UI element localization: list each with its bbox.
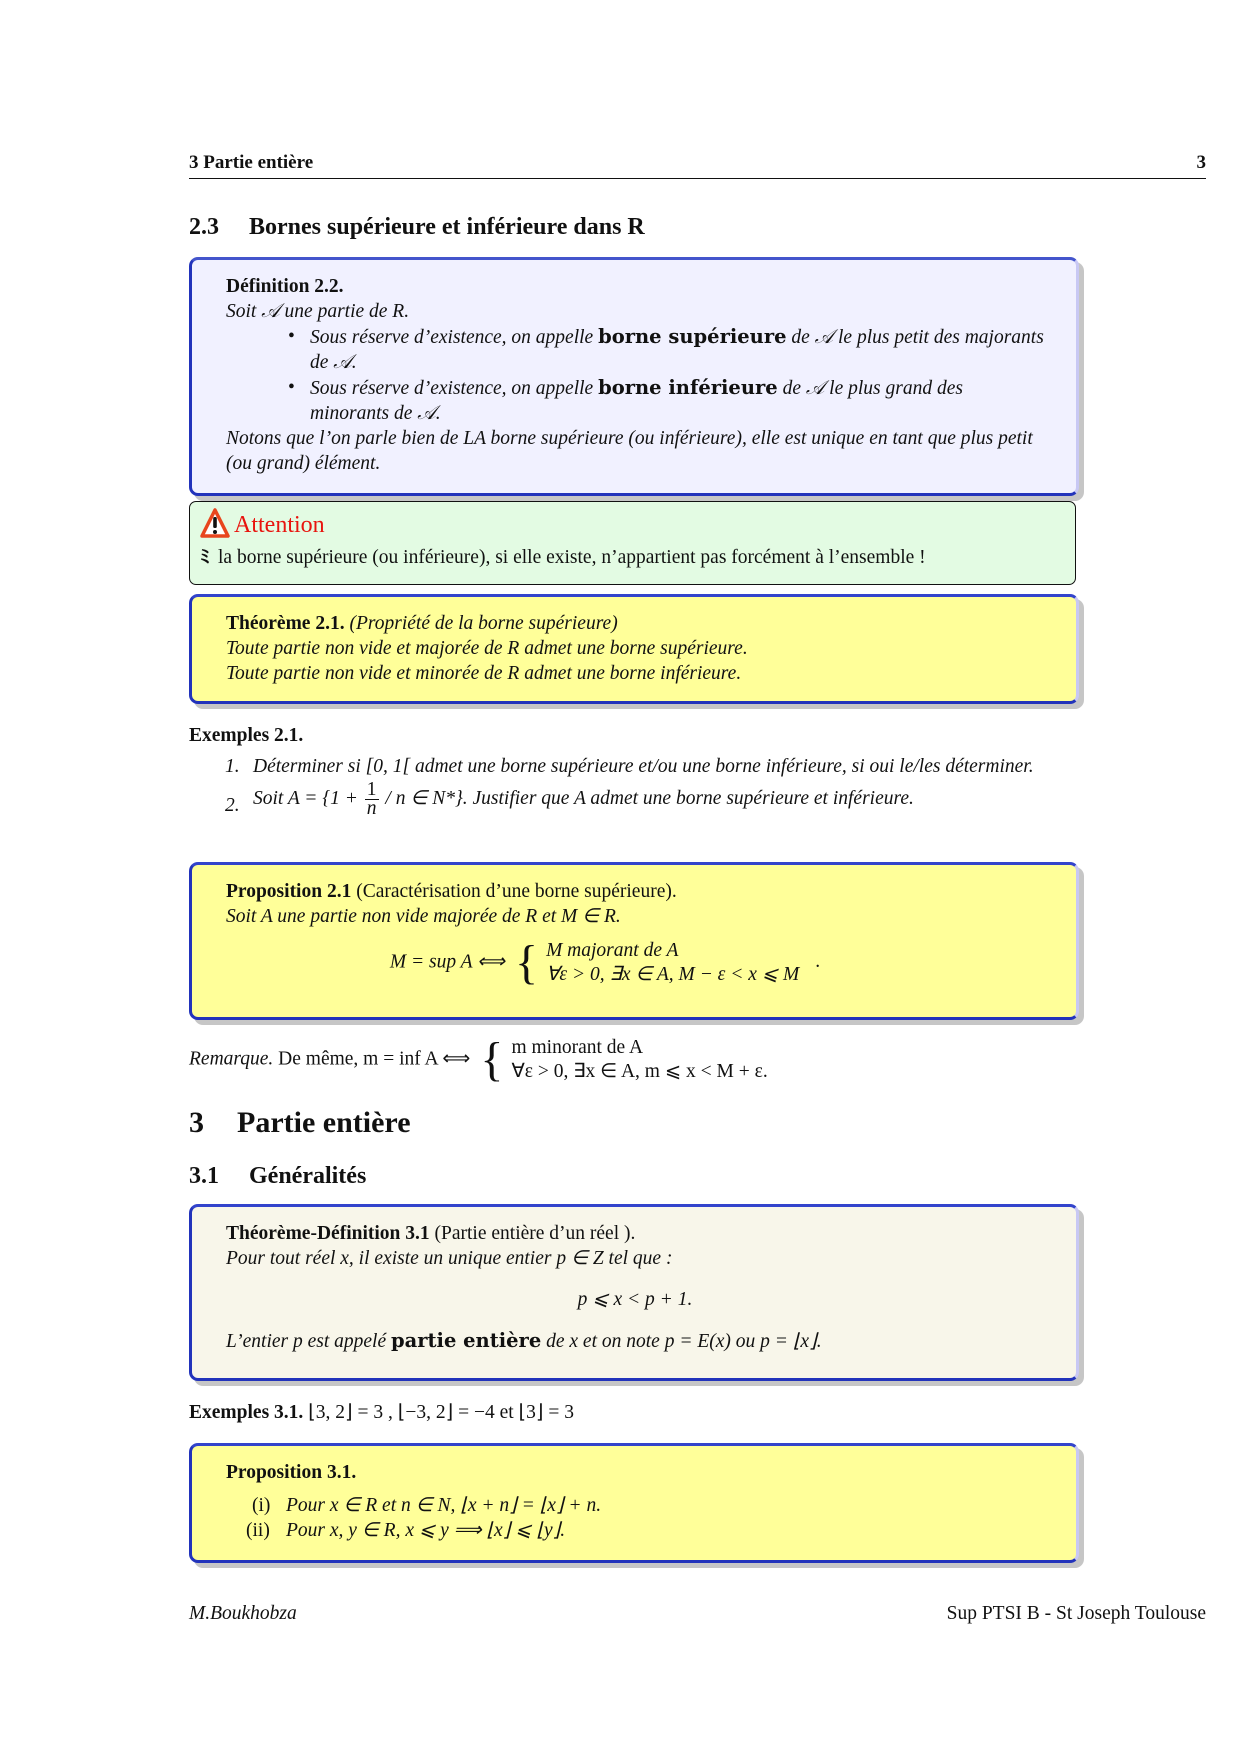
footer-author: M.Boukhobza xyxy=(189,1603,297,1624)
theorem-definition-box xyxy=(189,1204,1079,1381)
running-header-title: 3 Partie entière xyxy=(189,152,314,173)
examples-title: Exemples 2.1. xyxy=(189,725,304,746)
example-item: 1. Déterminer si [0, 1[ admet une borne supérieure et/ou une borne inférieure, si oui le/les déterminer. xyxy=(225,756,1034,777)
section-heading-3: 3 Partie entière xyxy=(189,1106,411,1139)
theorem-line: Toute partie non vide et majorée de R admet une borne supérieure. xyxy=(226,638,748,659)
proposition-box xyxy=(189,862,1079,1020)
definition-note: Notons que l’on parle bien de LA borne supérieure (ou inférieure), elle est unique en tant que plus petit (ou grand) élément. xyxy=(226,428,1033,474)
theorem-definition-note: L’entier p est appelé partie entière de x et on note p = E(x) ou p = ⌊x⌋. xyxy=(226,1329,822,1352)
running-header xyxy=(189,152,1206,179)
proposition-3-1-box xyxy=(189,1443,1079,1563)
lightning-icon: ﾐ xyxy=(200,547,210,568)
remark-lhs: De même, m = inf A ⟺ xyxy=(278,1048,471,1070)
attention-header xyxy=(200,508,1065,546)
proposition-3-1-title: Proposition 3.1. xyxy=(226,1462,357,1483)
attention-text: la borne supérieure (ou inférieure), si elle existe, n’appartient pas forcément à l’ensemble ! xyxy=(218,547,926,568)
definition-item: • Sous réserve d’existence, on appelle borne supérieure de 𝒜 le plus petit des majorants de 𝒜. xyxy=(288,324,1044,375)
definition-item: • Sous réserve d’existence, on appelle borne inférieure de 𝒜 le plus grand des minorants de 𝒜. xyxy=(288,375,1044,426)
definition-box xyxy=(189,257,1079,496)
remark-label: Remarque. xyxy=(189,1048,274,1070)
attention-box xyxy=(189,501,1076,585)
term-borne-inferieure: borne inférieure xyxy=(598,376,778,399)
proposition-formula: M = sup A ⟺ { M majorant de A ∀ε > 0, ∃x ∈ A, M − ε < x ⩽ M . xyxy=(389,936,821,989)
definition-title: Définition 2.2. xyxy=(226,276,344,297)
fraction-1-over-n: $\frac{1}{n}$ xyxy=(366,779,377,819)
section-heading-2-3 xyxy=(189,214,645,241)
footer-institution: Sup PTSI B - St Joseph Toulouse xyxy=(946,1603,1206,1624)
term-partie-entiere: partie entière xyxy=(391,1329,542,1352)
attention-line xyxy=(200,546,1065,570)
warning-triangle-icon xyxy=(200,508,230,546)
theorem-heading: Théorème 2.1. (Propriété de la borne supérieure) xyxy=(226,613,618,634)
theorem-box xyxy=(189,594,1079,704)
proposition-item: (i) Pour x ∈ R et n ∈ N, ⌊x + n⌋ = ⌊x⌋ + n. xyxy=(252,1495,602,1516)
examples-3-1: Exemples 3.1. ⌊3, 2⌋ = 3 , ⌊−3, 2⌋ = −4 et ⌊3⌋ = 3 xyxy=(189,1402,575,1423)
theorem-definition-heading: Théorème-Définition 3.1 (Partie entière d’un réel ). xyxy=(226,1223,636,1244)
remark: Remarque. De même, m = inf A ⟺ { m minorant de A ∀ε > 0, ∃x ∈ A, m ⩽ x < M + ε. xyxy=(189,1033,768,1086)
examples-2-1 xyxy=(189,723,1079,818)
proposition-item: (ii) Pour x, y ∈ R, x ⩽ y ⟹ ⌊x⌋ ⩽ ⌊y⌋. xyxy=(246,1520,566,1541)
definition-intro: Soit 𝒜 une partie de R. xyxy=(226,301,410,322)
attention-title: Attention xyxy=(234,512,325,538)
theorem-line: Toute partie non vide et minorée de R admet une borne inférieure. xyxy=(226,663,742,684)
section-title: Bornes supérieure et inférieure dans R xyxy=(249,214,645,240)
page-number: 3 xyxy=(1196,152,1206,173)
section-number: 2.3 xyxy=(189,214,219,240)
section-heading-3-1: 3.1 Généralités xyxy=(189,1163,367,1189)
theorem-definition-intro: Pour tout réel x, il existe un unique entier p ∈ Z tel que : xyxy=(226,1248,673,1269)
theorem-definition-formula: p ⩽ x < p + 1. xyxy=(577,1289,693,1310)
term-borne-superieure: borne supérieure xyxy=(598,325,787,348)
example-item: 2. Soit A = {1 + $\frac{1}{n}$ / n ∈ N*}. Justifier que A admet une borne supérieure et inférieure. xyxy=(225,779,914,819)
proposition-intro: Soit A une partie non vide majorée de R et M ∈ R. xyxy=(226,906,621,927)
proposition-heading: Proposition 2.1 (Caractérisation d’une borne supérieure). xyxy=(226,881,677,902)
definition-list xyxy=(226,324,1044,426)
